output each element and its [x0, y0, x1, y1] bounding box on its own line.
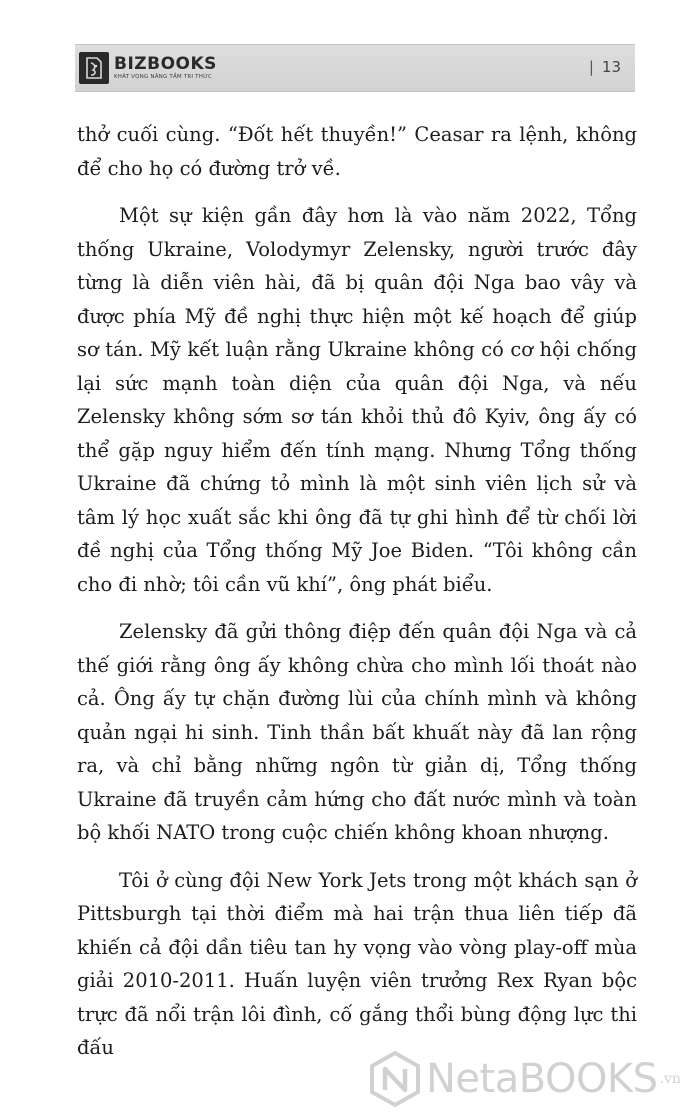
paragraph: thở cuối cùng. “Đốt hết thuyền!” Ceasar ra lệnh, không để cho họ có đường trở về.: [77, 123, 637, 180]
watermark-suffix: .vn: [659, 1071, 681, 1087]
page-number: 13: [601, 58, 621, 76]
page-number-area: [589, 58, 621, 76]
body-text: [77, 118, 637, 1079]
netabooks-watermark: [368, 1045, 681, 1113]
page-number-separator: |: [588, 58, 594, 76]
netabooks-logo-icon: [368, 1050, 422, 1108]
publisher-logo: [79, 49, 217, 87]
paragraph: Tôi ở cùng đội New York Jets trong một khách sạn ở Pittsburgh tại thời điểm mà hai trận thua liên tiếp đã khiến cả đội dần tiêu tan hy vọng vào vòng play-off mùa giải 2010-2011. Huấn luyện viên trưởng Rex Ryan bộc trực đã nổi trận lôi đình, cố gắng thổi bùng động lực thi đấu: [77, 868, 637, 1059]
paragraph: Zelensky đã gửi thông điệp đến quân đội Nga và cả thế giới rằng ông ấy không chừa cho mình lối thoát nào cả. Ông ấy tự chặn đường lùi của chính mình và không quản ngại hi sinh. Tinh thần bất khuất này đã lan rộng ra, và chỉ bằng những ngôn từ giản dị, Tổng thống Ukraine đã truyền cảm hứng cho đất nước mình và toàn bộ khối NATO trong cuộc chiến không khoan nhượng.: [77, 620, 637, 844]
brand-name: BIZBOOKS: [114, 54, 217, 74]
paragraph: Một sự kiện gần đây hơn là vào năm 2022, Tổng thống Ukraine, Volodymyr Zelensky, người trước đây từng là diễn viên hài, đã bị quân đội Nga bao vây và được phía Mỹ đề nghị thực hiện một kế hoạch để giúp sơ tán. Mỹ kết luận rằng Ukraine không có cơ hội chống lại sức mạnh toàn diện của quân đội Nga, và nếu Zelensky không sớm sơ tán khỏi thủ đô Kyiv, ông ấy có thể gặp nguy hiểm đến tính mạng. Nhưng Tổng thống Ukraine đã chứng tỏ mình là một sinh viên lịch sử và tâm lý học xuất sắc khi ông đã tự ghi hình để từ chối lời đề nghị của Tổng thống Mỹ Joe Biden. “Tôi không cần cho đi nhờ; tôi cần vũ khí”, ông phát biểu.: [77, 204, 637, 596]
brand-tagline: KHÁT VỌNG NÂNG TẦM TRI THỨC: [114, 74, 213, 80]
page-header: [75, 44, 635, 92]
bizbooks-logo-icon: [79, 52, 109, 84]
watermark-text: NetaBOOKS: [426, 1056, 658, 1102]
